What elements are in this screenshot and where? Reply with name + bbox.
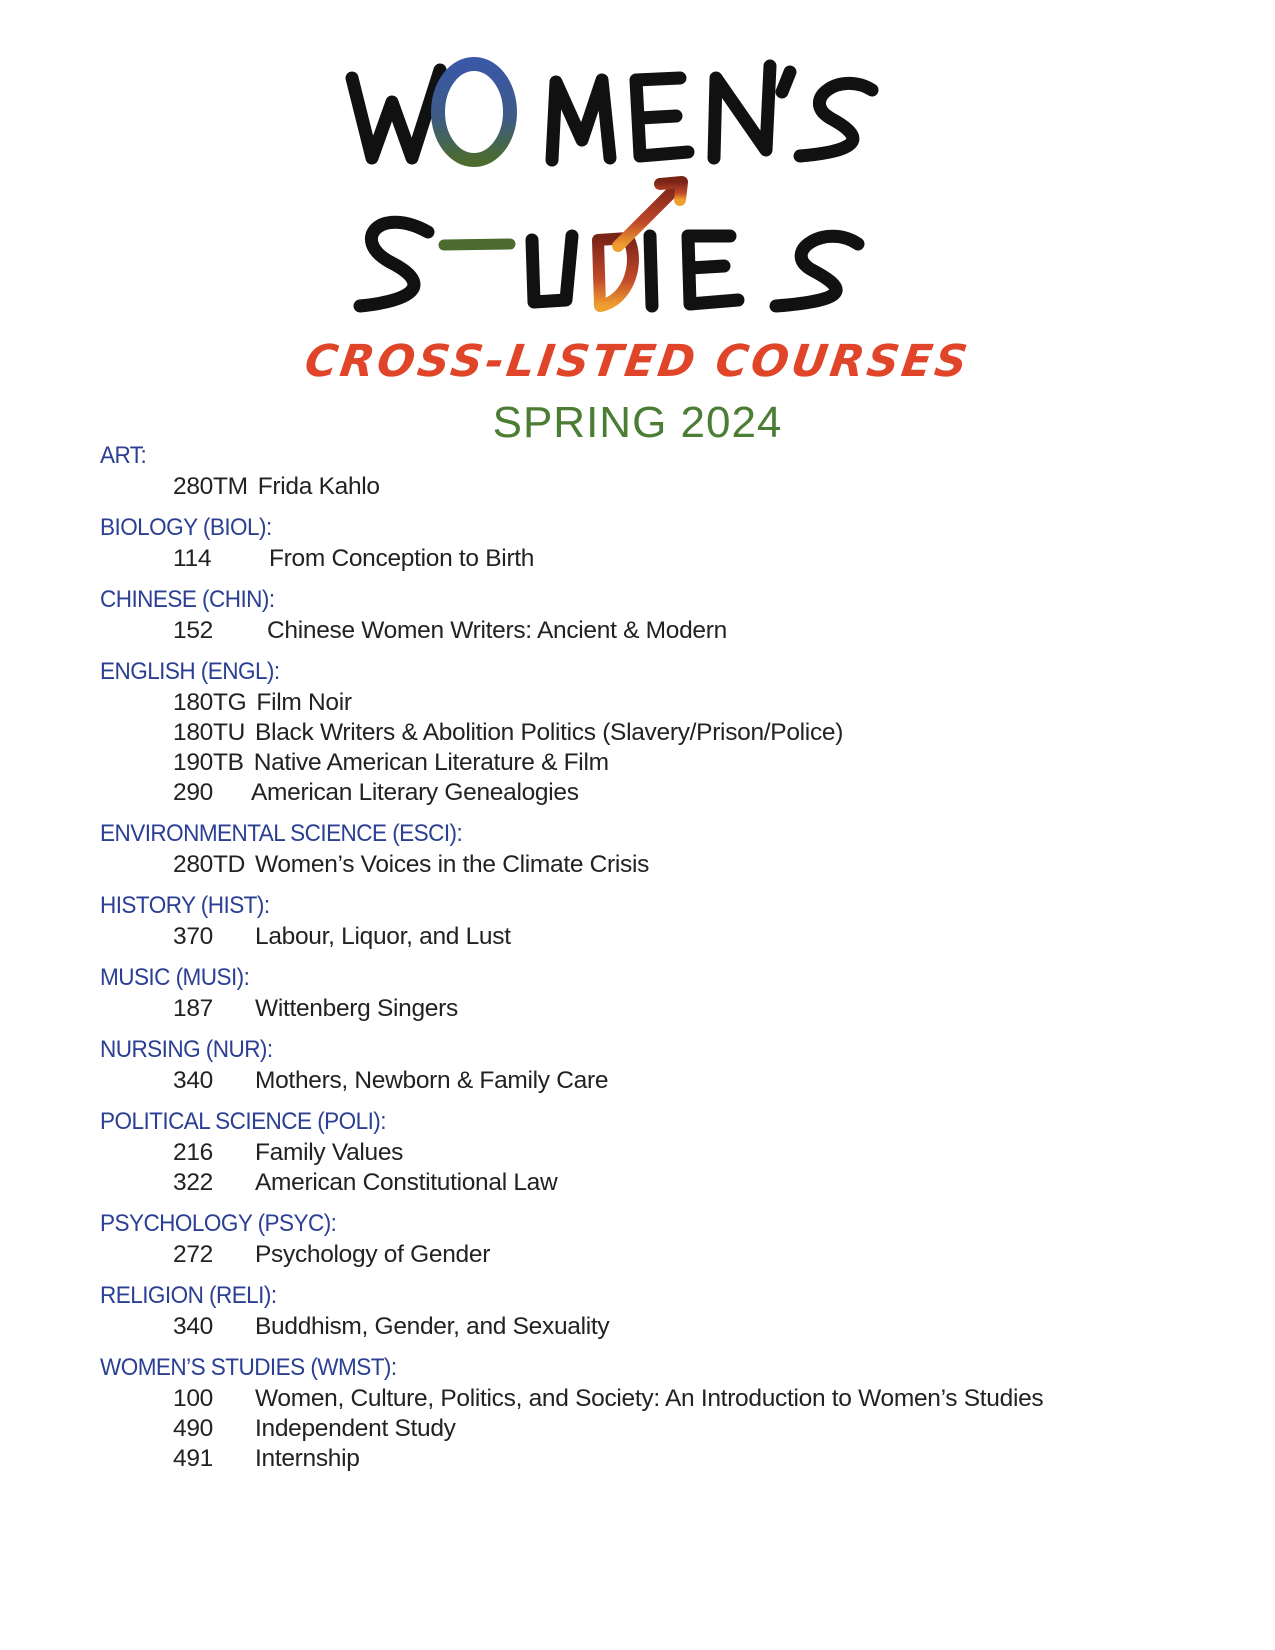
course-row <box>100 1312 1200 1342</box>
course-title: Native American Literature & Film <box>253 749 609 776</box>
department-name: HISTORY (HIST): <box>100 892 270 919</box>
course-number: 490 <box>173 1415 213 1442</box>
course-row <box>100 1384 1200 1414</box>
course-number: 290 <box>173 779 213 806</box>
womens-studies-logo <box>0 0 1275 345</box>
course-number: 272 <box>173 1241 213 1268</box>
department-name: WOMEN’S STUDIES (WMST): <box>100 1354 397 1381</box>
department-name: ENGLISH (ENGL): <box>100 658 280 685</box>
course-row <box>100 748 1200 778</box>
course-row <box>100 922 1200 952</box>
department-name: RELIGION (RELI): <box>100 1282 277 1309</box>
course-title: Black Writers & Abolition Politics (Slavery/Prison/Police) <box>255 719 844 746</box>
course-number: 280TM <box>173 473 248 500</box>
department-art <box>100 440 1200 502</box>
course-row <box>100 1240 1200 1270</box>
course-title: Labour, Liquor, and Lust <box>255 923 511 950</box>
female-symbol-icon <box>438 64 510 312</box>
course-number: 322 <box>173 1169 213 1196</box>
course-number: 491 <box>173 1445 213 1472</box>
course-number: 180TG <box>173 689 247 716</box>
course-title: Women’s Voices in the Climate Crisis <box>255 851 650 878</box>
course-row <box>100 1138 1200 1168</box>
course-number: 280TD <box>173 851 246 878</box>
department-name: NURSING (NUR): <box>100 1036 273 1063</box>
department-psychology <box>100 1208 1200 1270</box>
course-title: American Literary Genealogies <box>251 779 579 806</box>
course-title: Buddhism, Gender, and Sexuality <box>255 1313 610 1340</box>
course-title: Chinese Women Writers: Ancient & Modern <box>267 617 727 644</box>
course-title: Independent Study <box>255 1415 456 1442</box>
course-row <box>100 616 1200 646</box>
course-row <box>100 778 1200 808</box>
department-history <box>100 890 1200 952</box>
department-name: PSYCHOLOGY (PSYC): <box>100 1210 337 1237</box>
department-name: ART: <box>100 442 147 469</box>
department-womens-studies <box>100 1352 1200 1474</box>
term-label: SPRING 2024 <box>492 398 783 447</box>
course-row <box>100 1414 1200 1444</box>
department-nursing <box>100 1034 1200 1096</box>
course-number: 216 <box>173 1139 213 1166</box>
department-biology <box>100 512 1200 574</box>
title-line1 <box>352 66 872 160</box>
department-music <box>100 962 1200 1024</box>
course-number: 370 <box>173 923 213 950</box>
course-row <box>100 1168 1200 1198</box>
department-name: BIOLOGY (BIOL): <box>100 514 272 541</box>
department-environmental-science <box>100 818 1200 880</box>
course-list <box>100 440 1200 1484</box>
course-row <box>100 850 1200 880</box>
course-number: 190TB <box>173 749 244 776</box>
course-number: 340 <box>173 1067 213 1094</box>
course-row <box>100 718 1200 748</box>
course-number: 340 <box>173 1313 213 1340</box>
course-title: From Conception to Birth <box>269 545 535 572</box>
course-number: 180TU <box>173 719 246 746</box>
course-title: Women, Culture, Politics, and Society: An Introduction to Women’s Studies <box>255 1385 1044 1412</box>
course-row <box>100 1444 1200 1474</box>
department-name: ENVIRONMENTAL SCIENCE (ESCI): <box>100 820 463 847</box>
course-title: Mothers, Newborn & Family Care <box>255 1067 609 1094</box>
department-name: MUSIC (MUSI): <box>100 964 250 991</box>
course-title: Psychology of Gender <box>255 1241 491 1268</box>
course-number: 100 <box>173 1385 213 1412</box>
male-symbol-icon <box>598 182 682 306</box>
course-title: Frida Kahlo <box>257 473 380 500</box>
department-english <box>100 656 1200 808</box>
course-title: Internship <box>255 1445 360 1472</box>
course-number: 152 <box>173 617 213 644</box>
course-title: Wittenberg Singers <box>255 995 458 1022</box>
course-title: American Constitutional Law <box>255 1169 558 1196</box>
course-row <box>100 472 1200 502</box>
department-name: POLITICAL SCIENCE (POLI): <box>100 1108 386 1135</box>
course-number: 114 <box>173 545 212 572</box>
course-number: 187 <box>173 995 213 1022</box>
department-name: CHINESE (CHIN): <box>100 586 275 613</box>
department-political-science <box>100 1106 1200 1198</box>
department-chinese <box>100 584 1200 646</box>
course-row <box>100 544 1200 574</box>
department-religion <box>100 1280 1200 1342</box>
course-row <box>100 994 1200 1024</box>
course-row <box>100 688 1200 718</box>
course-title: Film Noir <box>256 689 352 716</box>
course-row <box>100 1066 1200 1096</box>
course-title: Family Values <box>255 1139 404 1166</box>
subtitle: CROSS-LISTED COURSES <box>301 336 974 387</box>
